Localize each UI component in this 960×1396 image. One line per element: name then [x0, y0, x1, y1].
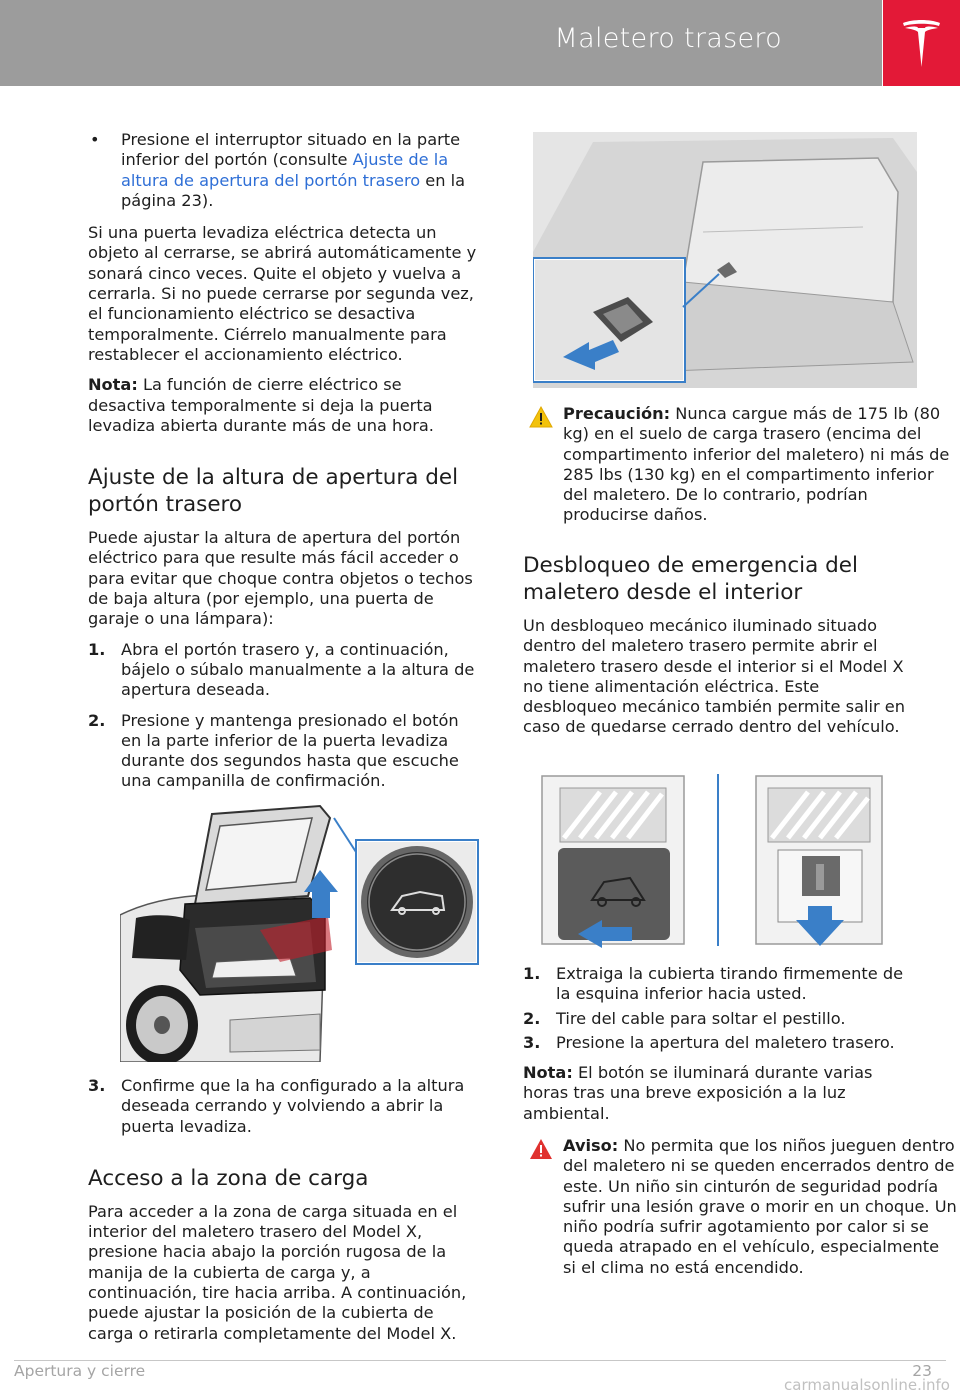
header-bar — [0, 0, 882, 86]
step-number: 1. — [88, 639, 106, 659]
cargo-paragraph: Para acceder a la zona de carga situada en el interior del maletero trasero del Model X, presione hacia abajo la porción rugosa de la manija de la cubierta de carga y, a continuación, tire hacia arriba. A continuación, puede ajustar la posición de la cubierta de carga o retirarla completamente del Model X. — [88, 1201, 467, 1343]
warning-callout — [523, 1136, 957, 1278]
height-steps-cont — [88, 1076, 480, 1137]
section-heading-emergency: Desbloqueo de emergencia del maletero desde el interior — [523, 553, 858, 605]
note-paragraph — [88, 375, 480, 436]
step-number: 3. — [88, 1076, 106, 1095]
step-item — [523, 964, 917, 1005]
step-text: Confirme que la ha configurado a la altura deseada cerrando y volviendo a abrir la puerta levadiza. — [121, 1076, 465, 1136]
liftgate-illustration — [120, 800, 480, 1062]
tesla-logo-icon — [901, 17, 942, 69]
footer-divider — [14, 1360, 946, 1361]
bullet-symbol: • — [90, 130, 100, 149]
bullet-text: Presione el interruptor situado en la parte inferior del portón (consulte — [121, 130, 461, 170]
step-text: Presione y mantenga presionado el botón en la parte inferior de la puerta levadiza durante dos segundos hasta que escuche una campanilla de confirmación. — [121, 710, 459, 791]
right-column — [523, 552, 917, 748]
step-text: Abra el portón trasero y, a continuación, bájelo o súbalo manualmente a la altura de apertura deseada. — [121, 639, 475, 700]
vehicle-rear-drawing — [120, 806, 332, 1062]
caution-callout — [523, 404, 957, 526]
step-item — [523, 1033, 917, 1053]
obstacle-paragraph: Si una puerta levadiza eléctrica detecta un objeto al cerrarse, se abrirá automáticamente y sonará cinco veces. Quite el objeto y vuelva a cerrarla. Si no puede cerrarse por segunda vez, el funcionamiento eléctrico se desactiva temporalmente. Ciérrelo manualmente para restablecer el accionamiento eléctrico. — [88, 223, 477, 364]
bullet-text-end: en la página 23). — [121, 170, 466, 210]
emergency-release-illustration — [540, 774, 912, 948]
warning-label: Aviso: — [563, 1136, 619, 1155]
height-intro: Puede ajustar la altura de apertura del portón eléctrico para que resulte más fácil acceder o para evitar que choque contra objetos o techos de baja altura (por ejemplo, una puerta de garaje o una lámpara): — [88, 528, 473, 629]
right-column-lower — [523, 964, 917, 1134]
step-number: 2. — [88, 710, 106, 730]
height-steps — [88, 640, 480, 792]
note-text: La función de cierre eléctrico se desactiva temporalmente si deja la puerta levadiza abierta durante más de una hora. — [88, 375, 434, 435]
emergency-note — [523, 1063, 917, 1124]
emergency-steps — [523, 964, 917, 1053]
watermark: carmanualsonline.info — [784, 1376, 950, 1394]
section-heading-height: Ajuste de la altura de apertura del portón trasero — [88, 465, 459, 518]
warning-triangle-icon — [529, 1138, 553, 1160]
bullet-item — [88, 130, 480, 211]
caution-text: Nunca cargue más de 175 lb (80 kg) en el suelo de carga trasero (encima del compartimento inferior del maletero) ni más de 285 lbs (130 kg) en el compartimento inferior del maletero. De lo contrario, podrían producirse daños. — [563, 404, 950, 525]
brand-logo-box — [883, 0, 960, 86]
step-number: 2. — [523, 1008, 541, 1028]
note-text: El botón se iluminará durante varias horas tras una breve exposición a la luz ambiental. — [523, 1063, 873, 1123]
step-number: 1. — [523, 964, 541, 983]
warning-text: No permita que los niños jueguen dentro del maletero ni se queden encerrados dentro de este. Un niño sin cinturón de seguridad podría sufrir una lesión grave o morir en un choque. Un niño podría sufrir agotamiento por calor si se queda atrapado en el vehículo, especialmente si el clima no está encendido. — [563, 1136, 957, 1277]
release-cable-panel — [756, 776, 882, 946]
step-item — [523, 1009, 917, 1029]
step-item — [88, 1076, 480, 1137]
footer-section-title: Apertura y cierre — [14, 1362, 146, 1380]
step-text: Tire del cable para soltar el pestillo. — [556, 1008, 846, 1028]
caution-triangle-icon — [529, 406, 553, 428]
release-cover-panel — [542, 776, 684, 948]
step-text: Presione la apertura del maletero trasero. — [556, 1032, 895, 1052]
step-item — [88, 711, 480, 792]
left-column-lower — [88, 1076, 480, 1354]
page-title: Maletero trasero — [554, 23, 782, 54]
note-label: Nota: — [523, 1063, 573, 1083]
step-item — [88, 640, 480, 701]
cross-reference-link[interactable]: Ajuste de la altura de apertura del portón trasero — [121, 150, 449, 190]
left-column — [88, 130, 480, 802]
footer-page-number: 23 — [912, 1362, 932, 1380]
section-heading-cargo: Acceso a la zona de carga — [88, 1165, 369, 1191]
note-label: Nota: — [88, 375, 138, 395]
emergency-intro: Un desbloqueo mecánico iluminado situado dentro del maletero trasero permite abrir el maletero trasero desde el interior si el Model X no tiene alimentación eléctrica. Este desbloqueo mecánico también permite salir en caso de quedarse cerrado dentro del vehículo. — [523, 616, 906, 737]
step-text: Extraiga la cubierta tirando firmemente de la esquina inferior hacia usted. — [556, 964, 904, 1004]
cargo-area-illustration — [533, 132, 917, 388]
caution-label: Precaución: — [563, 404, 671, 423]
step-number: 3. — [523, 1032, 541, 1052]
